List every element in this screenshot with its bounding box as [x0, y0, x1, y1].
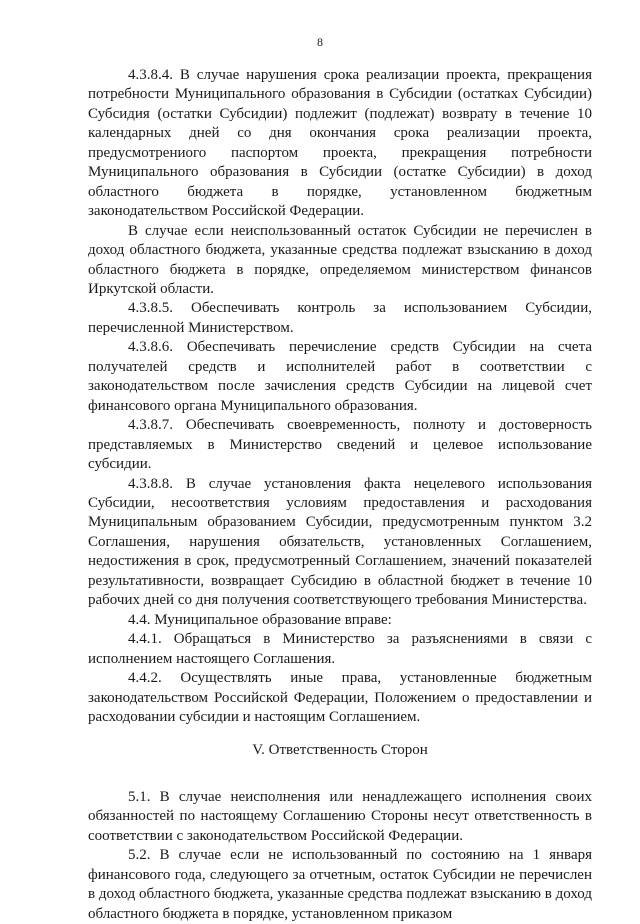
paragraph-4-3-8-6: 4.3.8.6. Обеспечивать перечисление средств Субсидии на счета получателей средств и исполнителей работ в соответствии с законодательством после зачисления средств Субсидии на лицевой счет финансового органа Муниципального образования. [88, 339, 592, 414]
paragraph-4-3-8-4: 4.3.8.4. В случае нарушения срока реализации проекта, прекращения потребности Муниципального образования в Субсидии (остатках Субсидии) Субсидия (остатки Субсидии) подлежит (подлежат) возврату в течение 10 календарных дней со дня окончания срока реализации проекта, предусмотрениого паспортом проекта, прекращения потребности Муниципального образования в Субсидии (остатке Субсидии) в доход областного бюджета в порядке, установленном бюджетным законодательством Российской Федерации. [88, 67, 592, 220]
document-body [88, 66, 592, 924]
section-heading: V. Ответственность Сторон [252, 742, 428, 759]
paragraph-4-3-8-8: 4.3.8.8. В случае установления факта нецелевого использования Субсидии, несоответствия условиям предоставления и расходования Муниципальным образованием Субсидии, предусмотренным пунктом 3.2 Соглашения, нарушения обязательств, установленных Соглашением, недостижения в срок, предусмотренный Соглашением, значений показателей результативности, возвращает Субсидию в областной бюджет в течение 10 рабочих дней со дня получения соответствующего требования Министерства. [88, 475, 592, 609]
paragraph-4-4: 4.4. Муниципальное образование вправе: [128, 611, 392, 628]
paragraph-unused-balance: В случае если неиспользованный остаток Субсидии не перечислен в доход областного бюджета, указанные средства подлежат взысканию в доход областного бюджета в порядке, определяемом министерством финансов Иркутской области. [88, 222, 592, 297]
paragraph-4-4-1: 4.4.1. Обращаться в Министерство за разъяснениями в связи с исполнением настоящего Соглашения. [88, 631, 592, 667]
paragraph-4-4-2: 4.4.2. Осуществлять иные права, установленные бюджетным законодательством Российской Федерации, Положением о предоставлении и расходовании субсидии и настоящим Соглашением. [88, 670, 592, 725]
paragraph-4-3-8-5: 4.3.8.5. Обеспечивать контроль за использованием Субсидии, перечисленной Министерством. [88, 300, 592, 336]
paragraph-5-2: 5.2. В случае если не использованный по состоянию на 1 января финансового года, следующего за отчетным, остаток Субсидии не перечислен в доход областного бюджета, указанные средства подлежат взысканию в доход областного бюджета в порядке, установленном приказом [88, 847, 592, 922]
page-number: 8 [317, 35, 323, 49]
paragraph-4-3-8-7: 4.3.8.7. Обеспечивать своевременность, полноту и достоверность представляемых в Министерство сведений и целевое использование субсидии. [88, 417, 592, 473]
paragraph-5-1: 5.1. В случае неисполнения или ненадлежащего исполнения своих обязанностей по настоящему Соглашению Стороны несут ответственность в соответствии с законодательством Российской Федерации. [88, 788, 592, 844]
